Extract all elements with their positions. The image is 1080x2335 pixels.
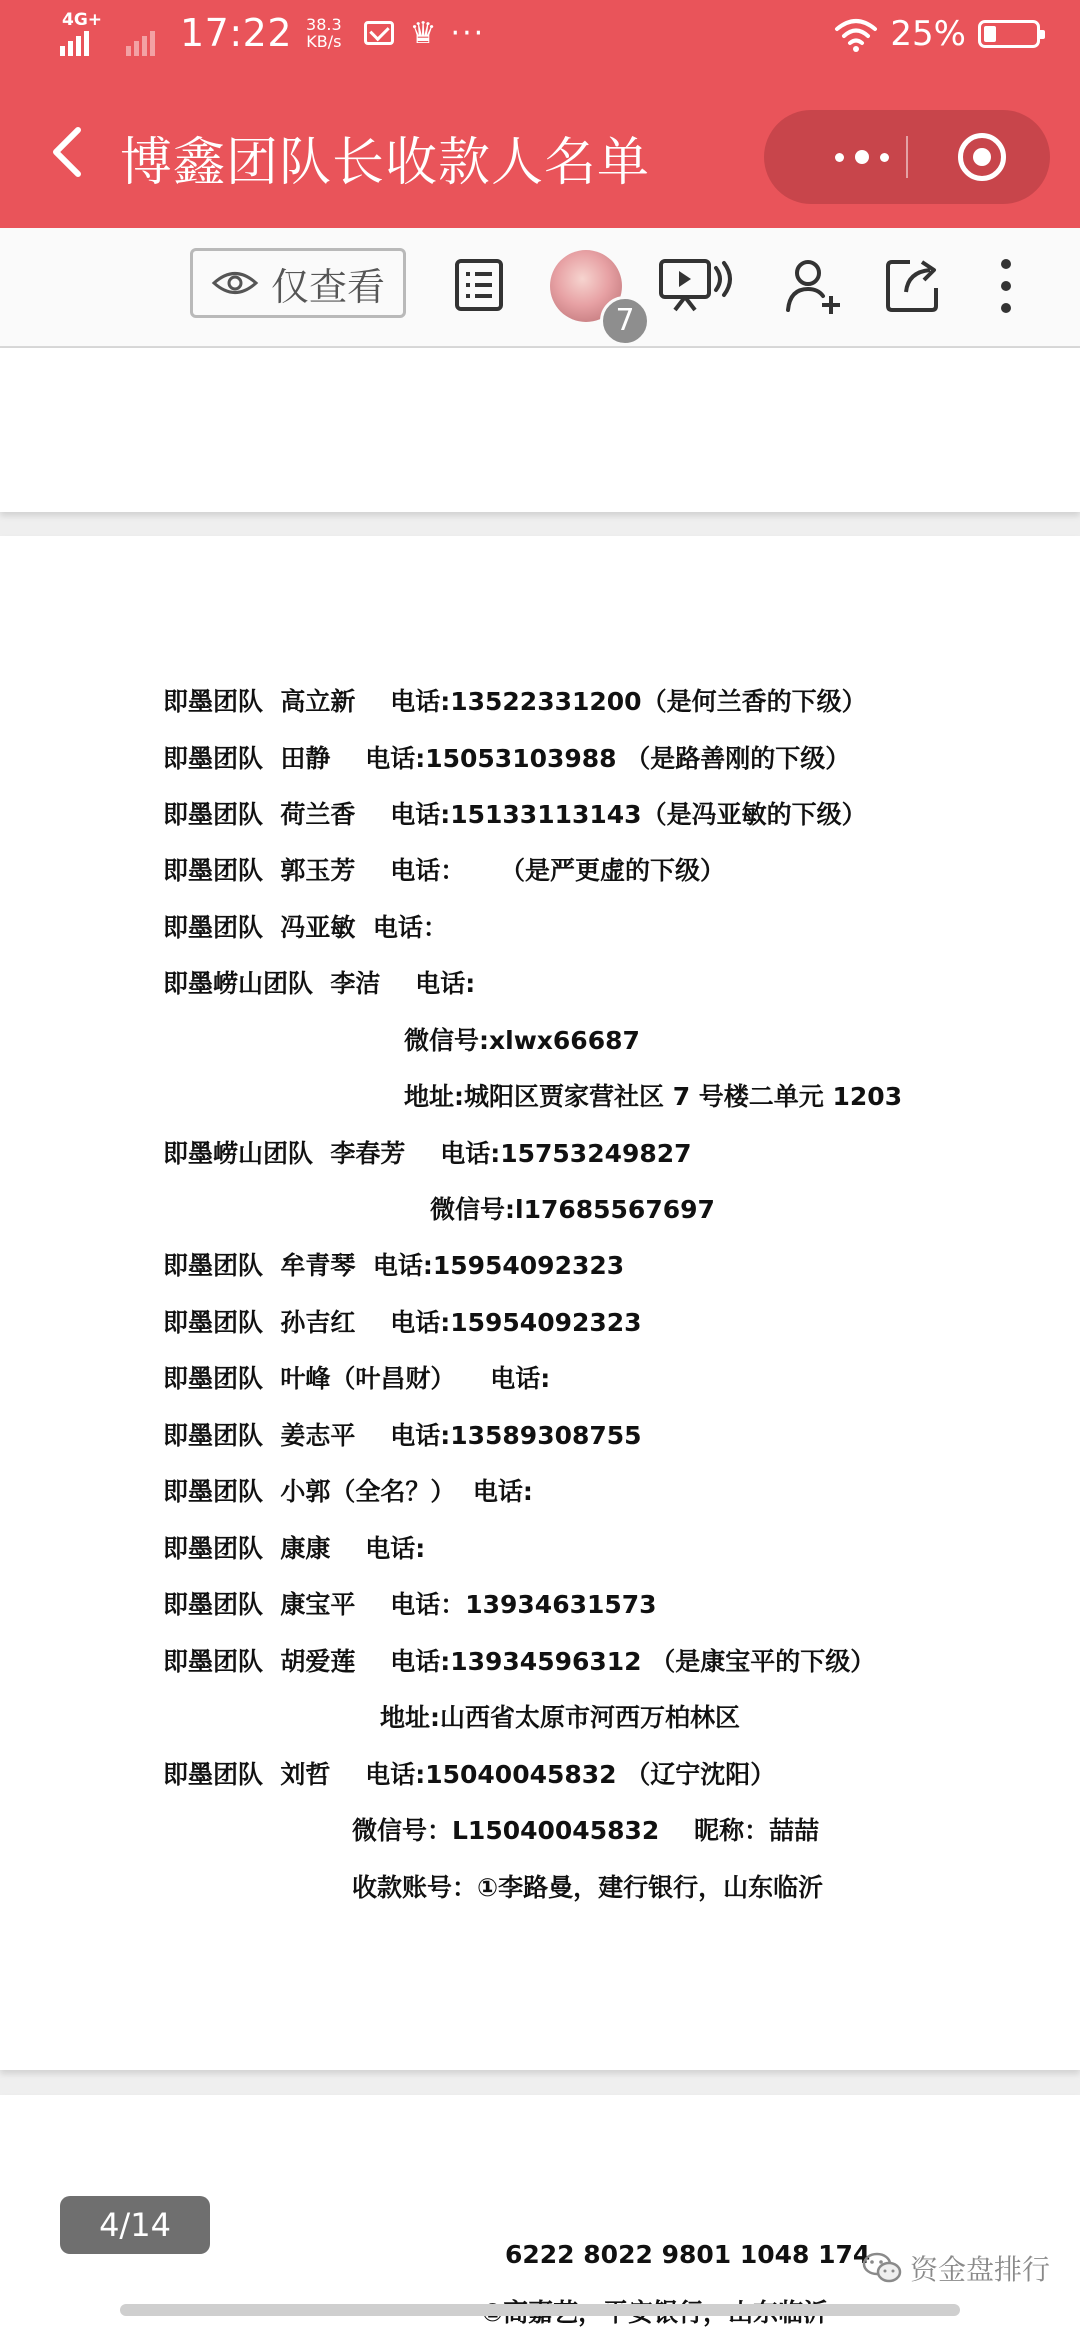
record-detail-line: 微信号:xlwx66687 (404, 1026, 640, 1055)
back-icon[interactable] (40, 122, 100, 182)
readonly-label: 仅查看 (271, 264, 386, 309)
present-icon[interactable] (658, 258, 736, 314)
record-line: 即墨团队 胡爱莲 电话:13934596312 （是康宝平的下级） (163, 1647, 876, 1676)
title-bar (0, 80, 1080, 228)
crown-icon: ♛ (409, 15, 437, 51)
document-page-previous (0, 348, 1080, 512)
miniprogram-capsule (764, 110, 1050, 204)
add-collaborator-icon[interactable] (784, 258, 844, 314)
page-indicator: 4/14 (60, 2196, 210, 2254)
wifi-icon (834, 16, 878, 52)
record-detail-line: 收款账号：①李路曼，建行银行，山东临沂 (352, 1873, 824, 1902)
cellular-signal-icon (60, 10, 116, 56)
record-line: 即墨团队 高立新 电话:13522331200（是何兰香的下级） (163, 687, 867, 716)
record-line: 即墨团队 牟青琴 电话:15954092323 (163, 1251, 625, 1280)
mail-icon (364, 21, 394, 45)
network-type: 4G+ (62, 10, 103, 30)
more-vertical-icon[interactable] (998, 256, 1014, 316)
record-line: 即墨团队 孙吉红 电话:15954092323 (163, 1308, 642, 1337)
clock: 17:22 (180, 11, 293, 55)
record-line: 即墨团队 姜志平 电话:13589308755 (163, 1421, 642, 1450)
record-detail-line: 微信号:l17685567697 (430, 1195, 715, 1224)
close-miniprogram-icon[interactable] (958, 133, 1006, 181)
document-toolbar (0, 228, 1080, 348)
record-line: 即墨团队 小郭（全名？） 电话: (163, 1477, 533, 1506)
more-notifications: ··· (450, 15, 486, 51)
record-line: 即墨团队 郭玉芳 电话： （是严更虚的下级） (163, 856, 726, 885)
network-speed-value: 38.3 (306, 15, 342, 34)
record-detail-line: 6222 8022 9801 1048 174 (505, 2240, 871, 2269)
record-line: 即墨崂山团队 李春芳 电话:15753249827 (163, 1139, 692, 1168)
secondary-signal-icon (126, 10, 158, 56)
collaborators-avatar[interactable] (550, 250, 635, 338)
record-detail-line: 地址:城阳区贾家营社区 7 号楼二单元 1203 (404, 1082, 903, 1111)
record-line: 即墨团队 康康 电话: (163, 1534, 426, 1563)
wechat-icon (862, 2251, 902, 2285)
record-line: 即墨团队 田静 电话:15053103988 （是路善刚的下级） (163, 744, 851, 773)
record-line: 即墨团队 荷兰香 电话:15133113143（是冯亚敏的下级） (163, 800, 867, 829)
status-bar (0, 0, 1080, 80)
eye-icon (211, 268, 259, 298)
record-detail-line: 微信号：L15040045832 昵称：喆喆 (352, 1816, 820, 1845)
horizontal-scrollbar[interactable] (120, 2304, 960, 2316)
capsule-divider (906, 136, 908, 178)
record-detail-line: 地址:山西省太原市河西万柏林区 (380, 1703, 740, 1732)
share-icon[interactable] (884, 258, 940, 314)
record-line: 即墨团队 康宝平 电话：13934631573 (163, 1590, 657, 1619)
network-speed (306, 16, 342, 50)
record-line: 即墨团队 刘哲 电话:15040045832 （辽宁沈阳） (163, 1760, 776, 1789)
watermark (862, 2248, 1050, 2288)
record-line: 即墨团队 叶峰（叶昌财） 电话: (163, 1364, 551, 1393)
page-title: 博鑫团队长收款人名单 (120, 133, 651, 193)
record-line: 即墨崂山团队 李洁 电话: (163, 969, 476, 998)
battery-percent: 25% (890, 14, 966, 54)
record-line: 即墨团队 冯亚敏 电话： (163, 913, 448, 942)
outline-list-icon[interactable] (454, 258, 504, 312)
document-page (0, 536, 1080, 2070)
battery-icon (978, 20, 1040, 48)
network-speed-unit: KB/s (306, 32, 342, 51)
more-menu-button[interactable] (802, 110, 922, 204)
watermark-text: 资金盘排行 (910, 2253, 1051, 2286)
collaborator-count-badge: 7 (600, 296, 650, 346)
readonly-badge[interactable] (190, 248, 406, 318)
